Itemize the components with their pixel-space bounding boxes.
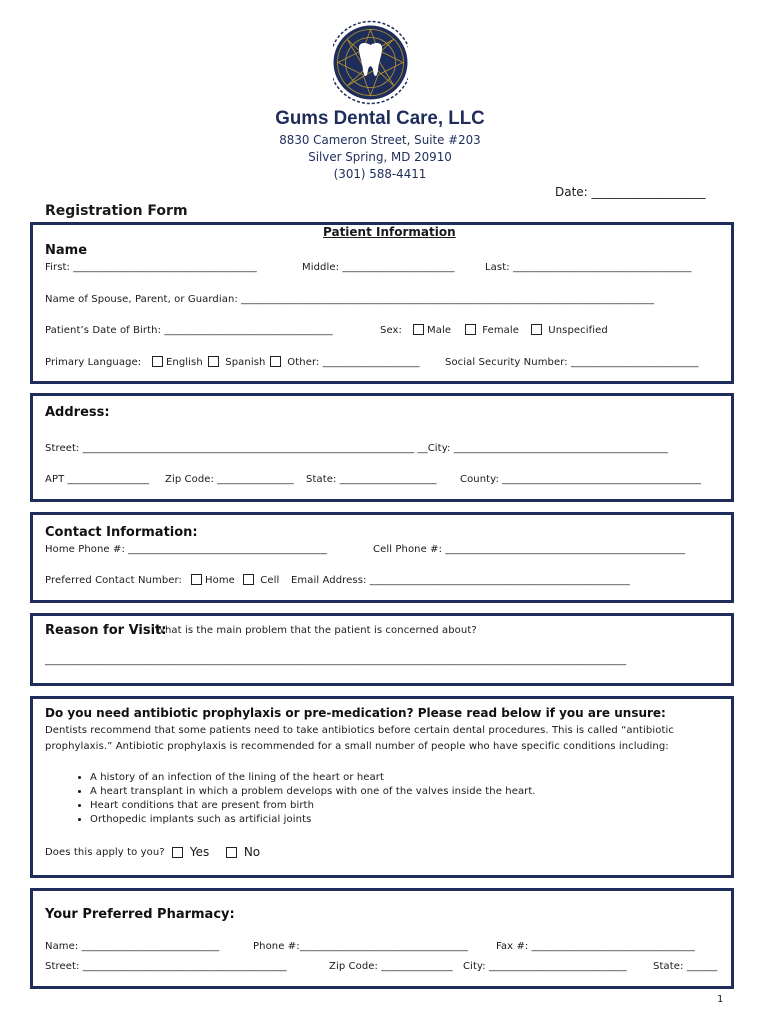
pharmacy-name-field[interactable]: Name: ___________________________ xyxy=(45,941,220,952)
prophylaxis-paragraph-line2: prophylaxis.” Antibiotic prophylaxis is recommended for a small number of people who have specific conditions including: xyxy=(45,741,669,752)
checkbox-icon[interactable] xyxy=(172,847,183,858)
ssn-field[interactable]: Social Security Number: _________________________ xyxy=(445,357,699,368)
street-city-field[interactable]: Street: _________________________________________________________________ __City: __________________________________________ xyxy=(45,443,668,454)
preferred-cell-option[interactable] xyxy=(243,574,279,586)
sex-label: Sex: xyxy=(380,325,403,336)
reason-answer-line[interactable]: __________________________________________________________________________________________________________________ xyxy=(45,655,627,666)
yes-label: Yes xyxy=(189,845,210,859)
language-spanish-option[interactable] xyxy=(208,356,265,368)
preferred-contact-label: Preferred Contact Number: xyxy=(45,575,183,586)
checkbox-icon[interactable] xyxy=(270,356,281,367)
reason-question: What is the main problem that the patient is concerned about? xyxy=(155,625,477,636)
date-field[interactable]: Date: ___________________ xyxy=(555,185,706,199)
tooth-icon xyxy=(333,20,408,105)
prophylaxis-paragraph-line1: Dentists recommend that some patients need to take antibiotics before certain dental procedures. This is called “antibiotic xyxy=(45,725,674,736)
spanish-label: Spanish xyxy=(225,357,266,368)
primary-language-label: Primary Language: xyxy=(45,357,142,368)
applies-no-option[interactable] xyxy=(226,845,260,859)
checkbox-icon[interactable] xyxy=(243,574,254,585)
date-of-birth-field[interactable]: Patient’s Date of Birth: _________________________________ xyxy=(45,325,333,336)
checkbox-icon[interactable] xyxy=(208,356,219,367)
sex-male-option[interactable] xyxy=(413,324,451,336)
checkbox-icon[interactable] xyxy=(226,847,237,858)
condition-item: • A heart transplant in which a problem develops with one of the valves inside the heart. xyxy=(90,786,536,797)
address-heading: Address: xyxy=(45,405,110,420)
sex-unspecified-label: Unspecified xyxy=(548,325,608,336)
language-other-option[interactable] xyxy=(270,356,420,368)
home-phone-field[interactable]: Home Phone #: _______________________________________ xyxy=(45,544,328,555)
practice-logo xyxy=(333,20,408,105)
county-field[interactable]: County: _______________________________________ xyxy=(460,474,702,485)
email-field[interactable]: Email Address: ___________________________________________________ xyxy=(291,575,630,586)
contact-heading: Contact Information: xyxy=(45,525,198,540)
checkbox-icon[interactable] xyxy=(413,324,424,335)
other-language-field[interactable]: Other: ___________________ xyxy=(287,357,420,368)
practice-phone: (301) 588-4411 xyxy=(333,167,427,181)
name-heading: Name xyxy=(45,243,88,258)
checkbox-icon[interactable] xyxy=(465,324,476,335)
prophylaxis-heading: Do you need antibiotic prophylaxis or pre-medication? Please read below if you are unsure: xyxy=(45,706,666,720)
english-label: English xyxy=(166,357,203,368)
condition-item: • Heart conditions that are present from birth xyxy=(90,800,536,811)
language-english-option[interactable] xyxy=(152,356,203,368)
pharmacy-street-field[interactable]: Street: ________________________________________ xyxy=(45,961,287,972)
home-label: Home xyxy=(205,575,235,586)
pharmacy-section xyxy=(30,888,734,989)
sex-female-label: Female xyxy=(482,325,520,336)
patient-section-title: Patient Information xyxy=(323,225,456,239)
condition-item: • A history of an infection of the lining of the heart or heart xyxy=(90,772,536,783)
cell-label: Cell xyxy=(260,575,280,586)
pharmacy-state-field[interactable]: State: ______ xyxy=(653,961,718,972)
checkbox-icon[interactable] xyxy=(191,574,202,585)
page-number: 1 xyxy=(717,994,724,1005)
apt-field[interactable]: APT ________________ xyxy=(45,474,150,485)
practice-address-line2: Silver Spring, MD 20910 xyxy=(308,150,452,164)
practice-name: Gums Dental Care, LLC xyxy=(275,108,485,129)
pharmacy-fax-field[interactable]: Fax #: ________________________________ xyxy=(496,941,695,952)
applies-label: Does this apply to you? xyxy=(45,847,165,858)
sex-female-option[interactable] xyxy=(465,324,519,336)
preferred-home-option[interactable] xyxy=(191,574,235,586)
zip-code-field[interactable]: Zip Code: _______________ xyxy=(165,474,294,485)
reason-heading: Reason for Visit: xyxy=(45,623,167,638)
cell-phone-field[interactable]: Cell Phone #: _______________________________________________ xyxy=(373,544,686,555)
sex-male-label: Male xyxy=(427,325,452,336)
pharmacy-zip-field[interactable]: Zip Code: ______________ xyxy=(329,961,453,972)
pharmacy-heading: Your Preferred Pharmacy: xyxy=(45,907,235,922)
form-title: Registration Form xyxy=(45,203,188,219)
guardian-name-field[interactable]: Name of Spouse, Parent, or Guardian: _________________________________________________________________________________ xyxy=(45,294,655,305)
last-name-field[interactable]: Last: ___________________________________ xyxy=(485,262,692,273)
pharmacy-city-field[interactable]: City: ___________________________ xyxy=(463,961,627,972)
first-name-field[interactable]: First: ____________________________________ xyxy=(45,262,257,273)
middle-name-field[interactable]: Middle: ______________________ xyxy=(302,262,455,273)
condition-item: • Orthopedic implants such as artificial joints xyxy=(90,814,536,825)
no-label: No xyxy=(243,845,261,859)
pharmacy-phone-field[interactable]: Phone #:_________________________________ xyxy=(253,941,469,952)
checkbox-icon[interactable] xyxy=(152,356,163,367)
checkbox-icon[interactable] xyxy=(531,324,542,335)
sex-unspecified-option[interactable] xyxy=(531,324,608,336)
conditions-list xyxy=(45,772,536,828)
state-field[interactable]: State: ___________________ xyxy=(306,474,437,485)
practice-address-line1: 8830 Cameron Street, Suite #203 xyxy=(279,133,481,147)
applies-yes-option[interactable] xyxy=(172,845,209,859)
